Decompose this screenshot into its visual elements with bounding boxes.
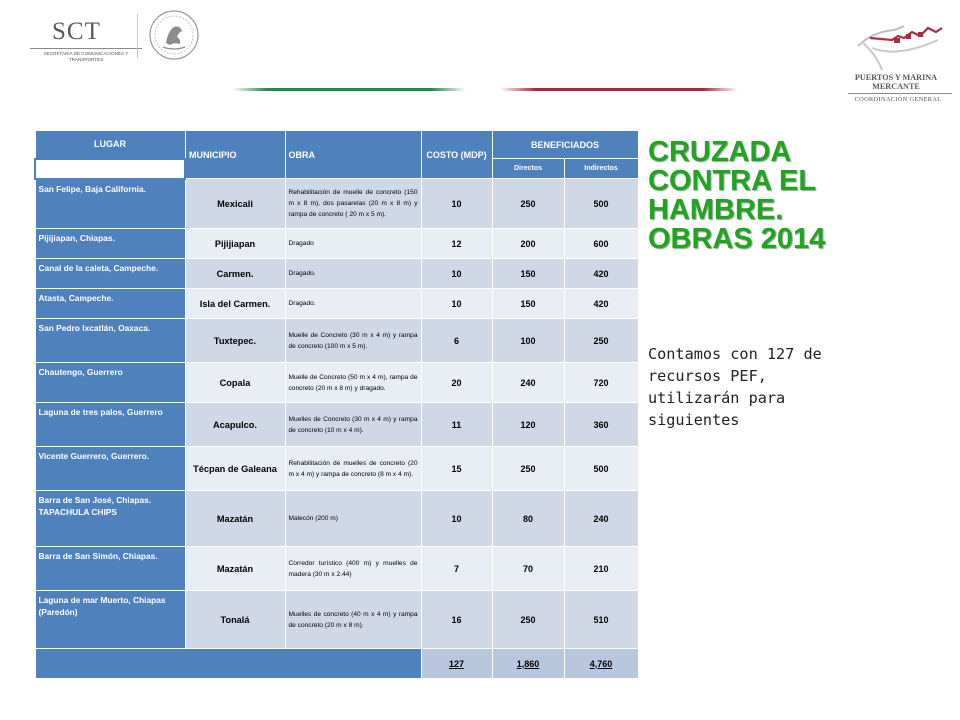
red-stripe: [500, 88, 738, 91]
header-directos: Directos: [492, 159, 564, 179]
row-obra: Muelle de Concreto (50 m x 4 m), rampa de concreto (20 m x 8 m) y dragado.: [285, 363, 421, 403]
totals-row: [35, 649, 638, 679]
row-lugar: Laguna de mar Muerto, Chiapas (Paredón): [35, 591, 185, 649]
row-directos: 70: [492, 547, 564, 591]
row-indirectos: 360: [564, 403, 638, 447]
row-costo: 15: [421, 447, 492, 491]
row-lugar: Pijijiapan, Chiapas.: [35, 229, 185, 259]
sct-logo: [30, 12, 142, 64]
row-lugar: Barra de San José, Chiapas. TAPACHULA CHIPS: [35, 491, 185, 547]
row-obra: Rehabilitación de muelle de concreto (150 m x 8 m), dos pasarelas (20 m x 8 m) y rampa de concreto ( 20 m x 5 m).: [285, 179, 421, 229]
row-municipio: Mexicali: [185, 179, 285, 229]
row-municipio: Técpan de Galeana: [185, 447, 285, 491]
table-row: [35, 491, 638, 547]
row-indirectos: 240: [564, 491, 638, 547]
sct-logo-rule: [30, 48, 142, 49]
obras-table: [34, 130, 639, 679]
row-indirectos: 210: [564, 547, 638, 591]
row-obra: Muelle de Concreto (30 m x 4 m) y rampa de concreto (100 m x 5 m).: [285, 319, 421, 363]
row-lugar: Atasta, Campeche.: [35, 289, 185, 319]
row-directos: 250: [492, 179, 564, 229]
row-indirectos: 250: [564, 319, 638, 363]
row-obra: Rehabilitación de muelles de concreto (20 m x 4 m) y rampa de concreto (8 m x 4 m).: [285, 447, 421, 491]
row-indirectos: 500: [564, 447, 638, 491]
row-directos: 240: [492, 363, 564, 403]
row-directos: 250: [492, 447, 564, 491]
row-lugar: Barra de San Simón, Chiapas.: [35, 547, 185, 591]
table-row: [35, 363, 638, 403]
row-obra: Dragado.: [285, 259, 421, 289]
row-obra: Muelles de Concreto (30 m x 4 m) y rampa de concreto (10 m x 4 m).: [285, 403, 421, 447]
table-row: [35, 259, 638, 289]
table-row: [35, 547, 638, 591]
header-lugar-blank: [35, 159, 185, 179]
table-row: [35, 319, 638, 363]
header-lugar: LUGAR: [35, 131, 185, 159]
header-costo: COSTO (MDP): [421, 131, 492, 179]
totals-spacer: [35, 649, 421, 679]
row-lugar: Chautengo, Guerrero: [35, 363, 185, 403]
total-directos: 1,860: [492, 649, 564, 679]
row-costo: 16: [421, 591, 492, 649]
row-obra: Corredor turístico (400 m) y muelles de madera (30 m x 2.44): [285, 547, 421, 591]
row-municipio: Isla del Carmen.: [185, 289, 285, 319]
row-municipio: Tuxtepec.: [185, 319, 285, 363]
row-indirectos: 500: [564, 179, 638, 229]
header-obra: OBRA: [285, 131, 421, 179]
header-municipio: MUNICIPIO: [185, 131, 285, 179]
row-lugar: Laguna de tres palos, Guerrero: [35, 403, 185, 447]
table-body: [35, 179, 638, 649]
row-indirectos: 720: [564, 363, 638, 403]
row-directos: 150: [492, 289, 564, 319]
header-beneficiados: BENEFICIADOS: [492, 131, 638, 159]
total-indirectos: 4,760: [564, 649, 638, 679]
table-row: [35, 447, 638, 491]
header-indirectos: Indirectos: [564, 159, 638, 179]
row-lugar: Vicente Guerrero, Guerrero.: [35, 447, 185, 491]
row-costo: 10: [421, 259, 492, 289]
row-directos: 80: [492, 491, 564, 547]
puertos-marina-rule: [848, 93, 952, 94]
row-obra: Malecón (200 m): [285, 491, 421, 547]
table-row: [35, 591, 638, 649]
row-costo: 10: [421, 491, 492, 547]
row-directos: 150: [492, 259, 564, 289]
row-municipio: Pijijiapan: [185, 229, 285, 259]
row-lugar: San Felipe, Baja California.: [35, 179, 185, 229]
row-obra: Muelles de concreto (40 m x 4 m) y rampa de concreto (20 m x 8 m).: [285, 591, 421, 649]
table-row: [35, 229, 638, 259]
green-stripe: [232, 88, 466, 91]
puertos-marina-title: PUERTOS Y MARINA MERCANTE: [854, 73, 938, 91]
table-header-row: [35, 131, 638, 159]
row-indirectos: 420: [564, 259, 638, 289]
body-text: Contamos con 127 de recursos PEF, utilizarán para siguientes: [648, 345, 822, 429]
header-divider: [137, 14, 138, 58]
row-directos: 200: [492, 229, 564, 259]
row-costo: 6: [421, 319, 492, 363]
row-indirectos: 420: [564, 289, 638, 319]
row-indirectos: 600: [564, 229, 638, 259]
page-title: CRUZADA CONTRA EL HAMBRE. OBRAS 2014: [648, 136, 826, 255]
puertos-marina-subtitle: COORDINACIÓN GENERAL: [854, 96, 942, 103]
table-row: [35, 289, 638, 319]
row-municipio: Tonalá: [185, 591, 285, 649]
puertos-marina-ship-icon: [842, 18, 954, 108]
sct-logo-subtitle: SECRETARÍA DE COMUNICACIONES Y TRANSPORTES: [43, 51, 129, 62]
row-obra: Dragado.: [285, 289, 421, 319]
table-row: [35, 403, 638, 447]
row-obra: Dragado: [285, 229, 421, 259]
row-costo: 10: [421, 179, 492, 229]
row-municipio: Mazatán: [185, 491, 285, 547]
row-directos: 250: [492, 591, 564, 649]
sct-logo-text: SCT: [52, 18, 101, 45]
row-municipio: Carmen.: [185, 259, 285, 289]
row-indirectos: 510: [564, 591, 638, 649]
row-directos: 120: [492, 403, 564, 447]
row-lugar: Canal de la caleta, Campeche.: [35, 259, 185, 289]
row-costo: 7: [421, 547, 492, 591]
row-costo: 12: [421, 229, 492, 259]
table-row: [35, 179, 638, 229]
row-costo: 20: [421, 363, 492, 403]
total-costo: 127: [421, 649, 492, 679]
row-lugar: San Pedro Ixcatlán, Oaxaca.: [35, 319, 185, 363]
row-municipio: Copala: [185, 363, 285, 403]
mexican-eagle-seal-icon: [148, 9, 200, 61]
row-municipio: Mazatán: [185, 547, 285, 591]
row-costo: 11: [421, 403, 492, 447]
row-municipio: Acapulco.: [185, 403, 285, 447]
row-costo: 10: [421, 289, 492, 319]
row-directos: 100: [492, 319, 564, 363]
